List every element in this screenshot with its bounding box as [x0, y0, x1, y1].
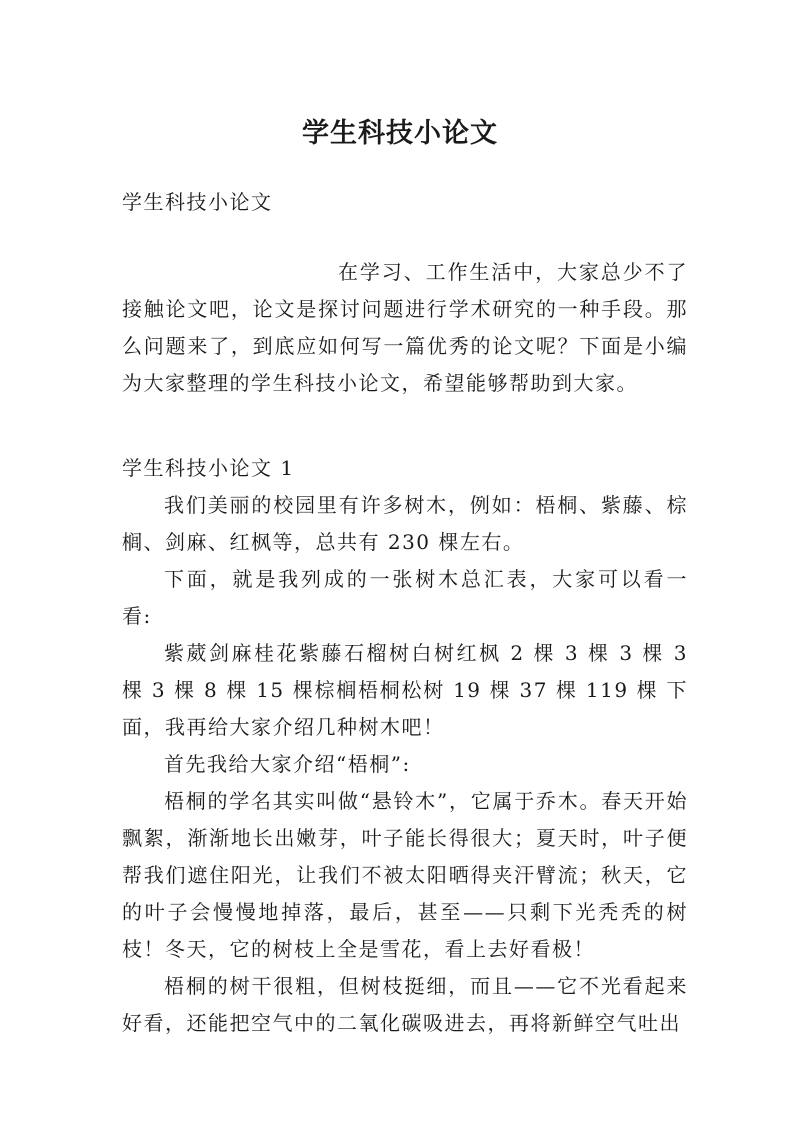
- paragraph-wutong-intro: 首先我给大家介绍“梧桐”:: [164, 752, 411, 776]
- document-subtitle: 学生科技小论文: [122, 190, 273, 214]
- paragraph-table-intro: 下面，就是我列成的一张树木总汇表，大家可以看一看:: [122, 567, 688, 628]
- essay-section-1: [122, 450, 688, 1042]
- paragraph-trees-intro: 我们美丽的校园里有许多树木，例如：梧桐、紫藤、棕榈、剑麻、红枫等，总共有 230 棵左右。: [122, 493, 688, 554]
- paragraph-wutong-trunk: 梧桐的树干很粗，但树枝挺细，而且——它不光看起来好看，还能把空气中的二氧化碳吸进去，再将新鲜空气吐出: [122, 974, 688, 1035]
- intro-paragraph: 在学习、工作生活中，大家总少不了接触论文吧，论文是探讨问题进行学术研究的一种手段。那么问题来了，到底应如何写一篇优秀的论文呢？下面是小编为大家整理的学生科技小论文，希望能够帮助到大家。: [122, 260, 688, 395]
- document-title: 学生科技小论文: [302, 118, 498, 150]
- intro-section: [122, 254, 688, 402]
- paragraph-wutong-seasons: 梧桐的学名其实叫做“悬铃木”，它属于乔木。春天开始飘絮，渐渐地长出嫩芽，叶子能长得很大；夏天时，叶子便帮我们遮住阳光，让我们不被太阳晒得夹汗臂流；秋天，它的叶子会慢慢地掉落，最后，甚至——只剩下光秃秃的树枝！冬天，它的树枝上全是雪花，看上去好看极！: [122, 789, 688, 961]
- section-heading: 学生科技小论文 1: [122, 456, 295, 480]
- paragraph-tree-table: 紫葳剑麻桂花紫藤石榴树白树红枫 2 棵 3 棵 3 棵 3 棵 3 棵 8 棵 15 棵棕榈梧桐松树 19 棵 37 棵 119 棵 下面，我再给大家介绍几种树木吧！: [122, 641, 688, 739]
